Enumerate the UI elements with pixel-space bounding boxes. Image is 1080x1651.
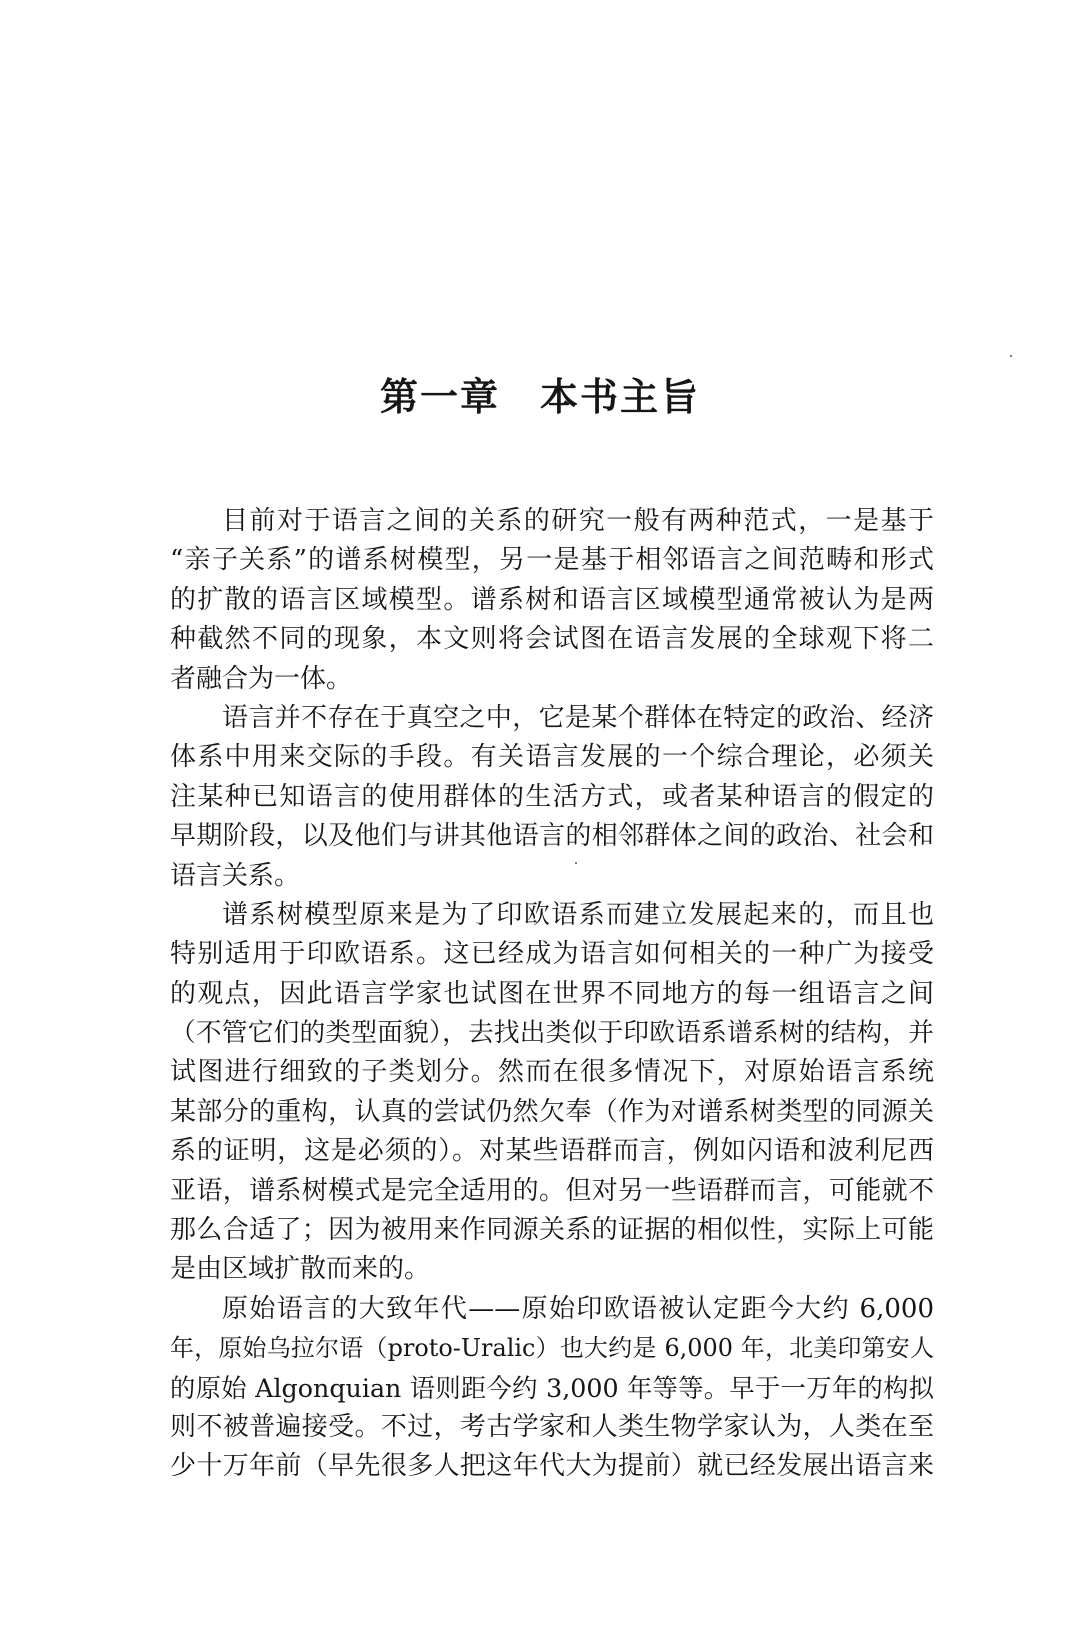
text-line: 的扩散的语言区域模型。谱系树和语言区域模型通常被认为是两 (170, 584, 934, 615)
text-line: 种截然不同的现象，本文则将会试图在语言发展的全球观下将二 (170, 624, 934, 655)
text-line: 体系中用来交际的手段。有关语言发展的一个综合理论，必须关 (170, 742, 934, 773)
text-line: 的原始 Algonquian 语则距今约 3,000 年等等。早于一万年的构拟 (170, 1372, 934, 1403)
text-line: 语言并不存在于真空之中，它是某个群体在特定的政治、经济 (222, 702, 934, 733)
text-line: 则不被普遍接受。不过，考古学家和人类生物学家认为，人类在至 (170, 1411, 934, 1442)
text-line: 那么合适了；因为被用来作同源关系的证据的相似性，实际上可能 (170, 1215, 934, 1246)
paragraph-4 (170, 1290, 934, 1487)
paragraph-1 (170, 502, 934, 699)
text-line: 目前对于语言之间的关系的研究一般有两种范式，一是基于 (222, 506, 934, 536)
text-line: 谱系树模型原来是为了印欧语系而建立发展起来的，而且也 (222, 899, 934, 930)
text-line: 某部分的重构，认真的尝试仍然欠奉（作为对谱系树类型的同源关 (170, 1096, 934, 1127)
text-line: 的观点，因此语言学家也试图在世界不同地方的每一组语言之间 (170, 978, 934, 1009)
text-line: 特别适用于印欧语系。这已经成为语言如何相关的一种广为接受 (170, 939, 934, 970)
text-line: 者融合为一体。 (170, 663, 353, 694)
text-line: 注某种已知语言的使用群体的生活方式，或者某种语言的假定的 (170, 781, 934, 812)
text-line: 年，原始乌拉尔语（proto-Uralic）也大约是 6,000 年，北美印第安人 (170, 1334, 934, 1363)
chapter-title: 第一章 本书主旨 (379, 374, 700, 419)
text-line: 试图进行细致的子类划分。然而在很多情况下，对原始语言系统 (170, 1057, 934, 1088)
paragraph-2 (170, 699, 934, 896)
scan-speck (575, 862, 577, 864)
text-line: “亲子关系”的谱系树模型，另一是基于相邻语言之间范畴和形式 (170, 545, 934, 576)
text-line: 语言关系。 (170, 860, 301, 891)
text-line: 早期阶段，以及他们与讲其他语言的相邻群体之间的政治、社会和 (170, 821, 934, 852)
text-line: 系的证明，这是必须的）。对某些语群而言，例如闪语和波利尼西 (170, 1136, 934, 1167)
scan-speck (1010, 355, 1012, 357)
paragraph-3 (170, 896, 934, 1290)
body-text (170, 502, 934, 1487)
text-line: （不管它们的类型面貌），去找出类似于印欧语系谱系树的结构，并 (170, 1018, 934, 1049)
text-line: 少十万年前（早先很多人把这年代大为提前）就已经发展出语言来 (170, 1451, 934, 1482)
text-line: 原始语言的大致年代——原始印欧语被认定距今大约 6,000 (222, 1293, 934, 1324)
text-line: 亚语，谱系树模式是完全适用的。但对另一些语群而言，可能就不 (170, 1175, 934, 1206)
text-line: 是由区域扩散而来的。 (170, 1254, 431, 1285)
